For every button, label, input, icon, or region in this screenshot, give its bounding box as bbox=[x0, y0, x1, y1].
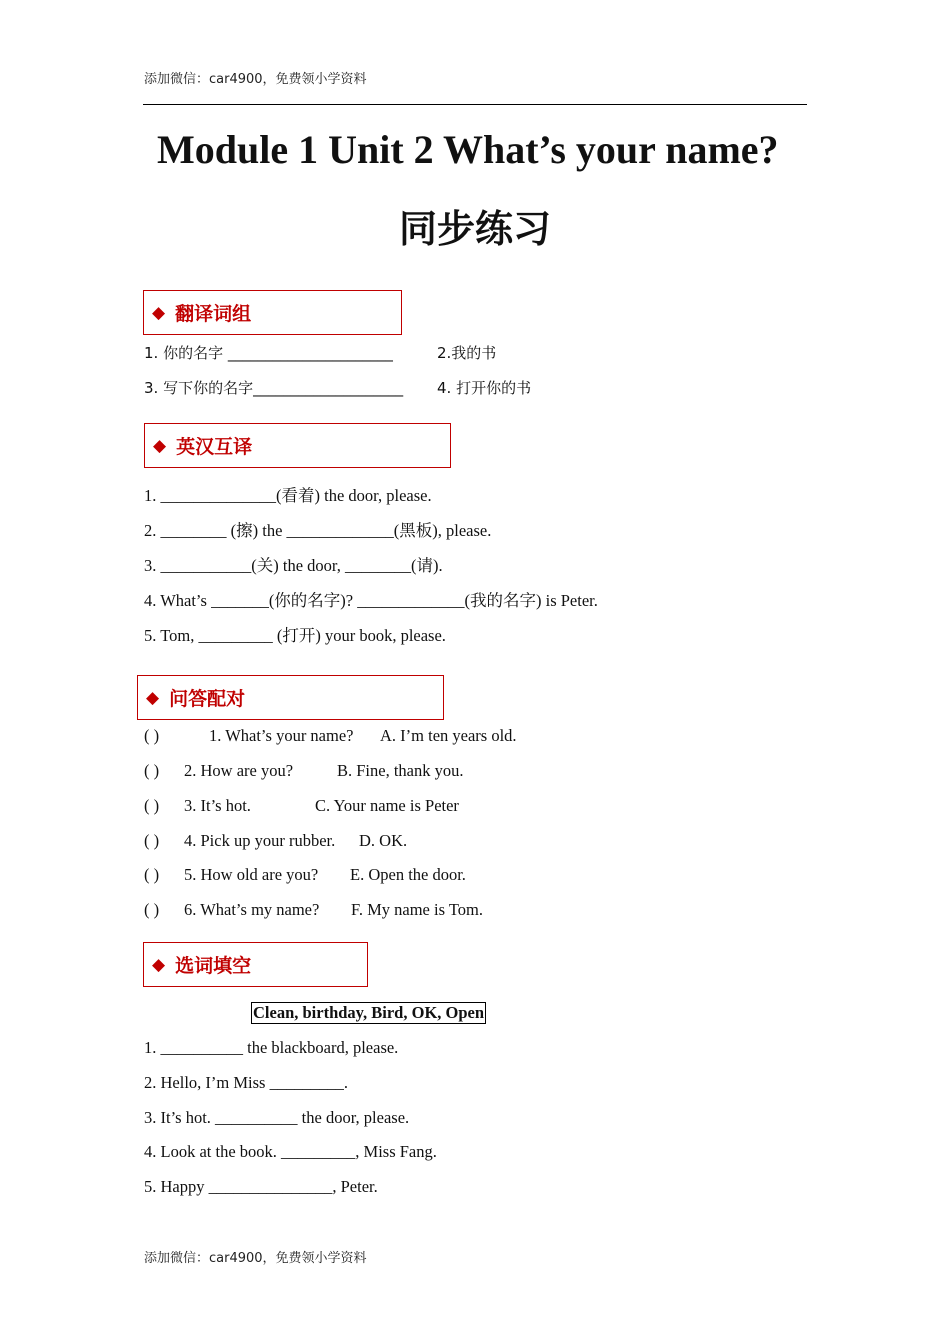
section-header-fill-blanks bbox=[143, 942, 368, 987]
match-answer: E. Open the door. bbox=[350, 865, 466, 884]
exercise-item: 1. 你的名字 ______________________ bbox=[144, 344, 393, 362]
match-question: 5. How old are you? bbox=[184, 865, 319, 884]
answer-paren: ( ) bbox=[144, 726, 160, 745]
section-label: 翻译词组 bbox=[175, 303, 252, 325]
match-answer: A. I’m ten years old. bbox=[380, 726, 517, 745]
answer-paren: ( ) bbox=[144, 865, 160, 884]
diamond-bullet-icon: ◆ bbox=[152, 954, 166, 975]
exercise-item: 2.我的书 bbox=[437, 344, 497, 362]
exercise-item: 5. Happy _______________, Peter. bbox=[144, 1177, 378, 1196]
exercise-item: 3. It’s hot. __________ the door, please. bbox=[144, 1108, 410, 1127]
match-question: 2. How are you? bbox=[184, 761, 294, 780]
answer-paren: ( ) bbox=[144, 761, 160, 780]
exercise-item: 3. 写下你的名字____________________ bbox=[144, 379, 404, 397]
section-label: 选词填空 bbox=[175, 955, 252, 977]
diamond-bullet-icon: ◆ bbox=[152, 302, 166, 323]
footer-note: 添加微信：car4900，免费领小学资料 bbox=[144, 1251, 367, 1266]
section-label: 问答配对 bbox=[169, 688, 246, 710]
answer-paren: ( ) bbox=[144, 831, 160, 850]
exercise-item: 5. Tom, _________ (打开) your book, please. bbox=[144, 626, 446, 645]
exercise-item: 1. __________ the blackboard, please. bbox=[144, 1038, 399, 1057]
exercise-item: 3. ___________(关) the door, ________(请). bbox=[144, 556, 443, 575]
exercise-item: 4. 打开你的书 bbox=[437, 379, 532, 397]
word-bank: Clean, birthday, Bird, OK, Open bbox=[253, 1003, 485, 1022]
match-question: 3. It’s hot. bbox=[184, 796, 251, 815]
page-subtitle: 同步练习 bbox=[398, 207, 551, 251]
match-answer: B. Fine, thank you. bbox=[337, 761, 464, 780]
match-question: 6. What’s my name? bbox=[184, 900, 320, 919]
exercise-item: 2. ________ (擦) the _____________(黑板), please. bbox=[144, 521, 492, 540]
match-answer: D. OK. bbox=[359, 831, 408, 850]
match-answer: C. Your name is Peter bbox=[315, 796, 459, 815]
exercise-item: 2. Hello, I’m Miss _________. bbox=[144, 1073, 348, 1092]
match-question: 1. What’s your name? bbox=[209, 726, 354, 745]
exercise-item: 4. Look at the book. _________, Miss Fang. bbox=[144, 1142, 437, 1161]
answer-paren: ( ) bbox=[144, 900, 160, 919]
match-question: 4. Pick up your rubber. bbox=[184, 831, 336, 850]
exercise-item: 1. ______________(看着) the door, please. bbox=[144, 486, 432, 505]
section-header-translate-phrases bbox=[143, 290, 402, 335]
page-title: Module 1 Unit 2 What’s your name? bbox=[157, 127, 779, 172]
header-divider bbox=[143, 104, 807, 105]
answer-paren: ( ) bbox=[144, 796, 160, 815]
header-note: 添加微信：car4900，免费领小学资料 bbox=[144, 72, 367, 87]
diamond-bullet-icon: ◆ bbox=[146, 687, 160, 708]
section-header-qa-matching bbox=[137, 675, 444, 720]
section-header-en-cn-translation bbox=[144, 423, 451, 468]
exercise-item: 4. What’s _______(你的名字)? _____________(我的名字) is Peter. bbox=[144, 591, 598, 610]
section-label: 英汉互译 bbox=[176, 436, 253, 458]
diamond-bullet-icon: ◆ bbox=[153, 435, 167, 456]
match-answer: F. My name is Tom. bbox=[351, 900, 483, 919]
